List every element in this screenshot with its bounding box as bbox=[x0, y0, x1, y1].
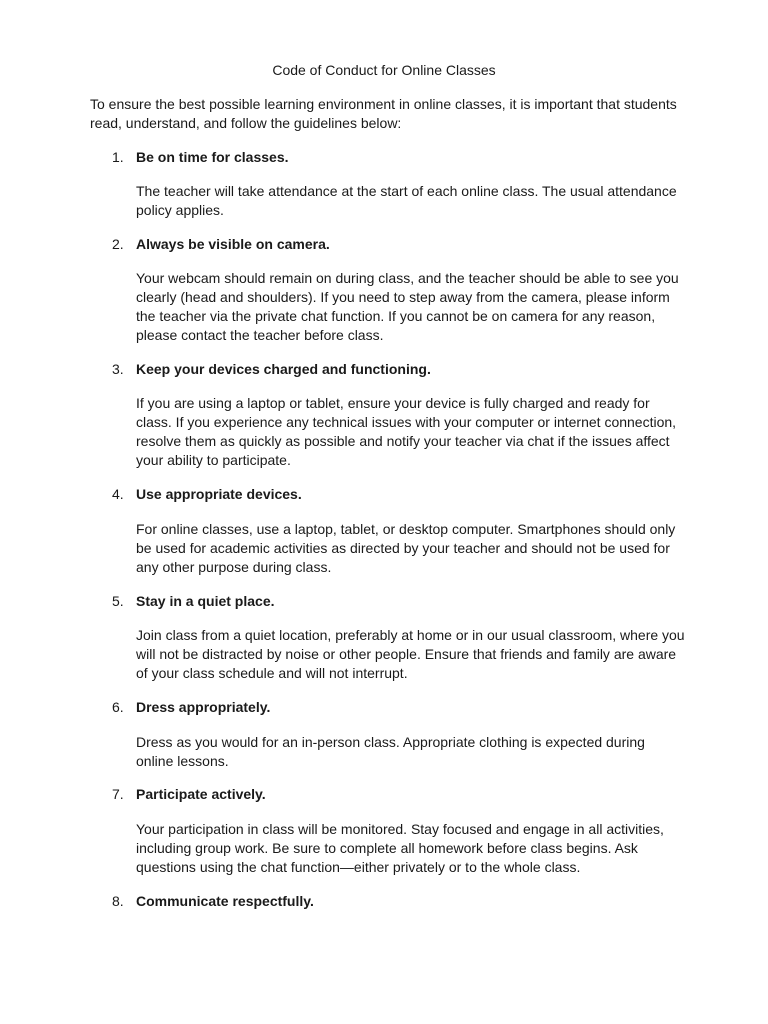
item-heading: Communicate respectfully. bbox=[136, 893, 314, 909]
item-body: If you are using a laptop or tablet, ensure your device is fully charged and ready for class. If you experience any technical issues with your computer or internet connection, resolve them as quickly as possible and notify your teacher via chat if the issues affect your ability to participate. bbox=[136, 395, 677, 468]
item-number: 6. bbox=[112, 699, 124, 715]
item-heading: Be on time for classes. bbox=[136, 149, 289, 165]
item-body: Your webcam should remain on during class, and the teacher should be able to see you clearly (head and shoulders). If you need to step away from the camera, please inform the teacher via the private chat function. If you cannot be on camera for any reason, please contact the teacher before class. bbox=[136, 270, 679, 343]
item-heading: Use appropriate devices. bbox=[136, 486, 302, 502]
item-heading: Always be visible on camera. bbox=[136, 236, 330, 252]
item-heading: Stay in a quiet place. bbox=[136, 593, 275, 609]
item-number: 2. bbox=[112, 236, 124, 252]
intro-paragraph: To ensure the best possible learning environment in online classes, it is important that students read, understand, and follow the guidelines below: bbox=[90, 96, 677, 131]
item-number: 1. bbox=[112, 149, 124, 165]
item-heading: Participate actively. bbox=[136, 786, 266, 802]
item-heading: Keep your devices charged and functioning. bbox=[136, 361, 431, 377]
item-body: Dress as you would for an in-person class. Appropriate clothing is expected during online lessons. bbox=[136, 734, 645, 769]
item-number: 4. bbox=[112, 486, 124, 502]
item-body: Join class from a quiet location, preferably at home or in our usual classroom, where you will not be distracted by noise or other people. Ensure that friends and family are aware of your class schedule and will not interrupt. bbox=[136, 627, 685, 681]
document-title: Code of Conduct for Online Classes bbox=[272, 62, 496, 78]
item-number: 3. bbox=[112, 361, 124, 377]
item-number: 7. bbox=[112, 786, 124, 802]
item-body: For online classes, use a laptop, tablet, or desktop computer. Smartphones should only be used for academic activities as directed by your teacher and should not be used for any other purpose during class. bbox=[136, 521, 676, 575]
item-number: 8. bbox=[112, 893, 124, 909]
item-number: 5. bbox=[112, 593, 124, 609]
item-body: The teacher will take attendance at the start of each online class. The usual attendance policy applies. bbox=[136, 183, 677, 218]
item-heading: Dress appropriately. bbox=[136, 699, 271, 715]
item-body: Your participation in class will be monitored. Stay focused and engage in all activities, including group work. Be sure to complete all homework before class begins. Ask questions using the chat function—either privately or to the whole class. bbox=[136, 821, 664, 875]
